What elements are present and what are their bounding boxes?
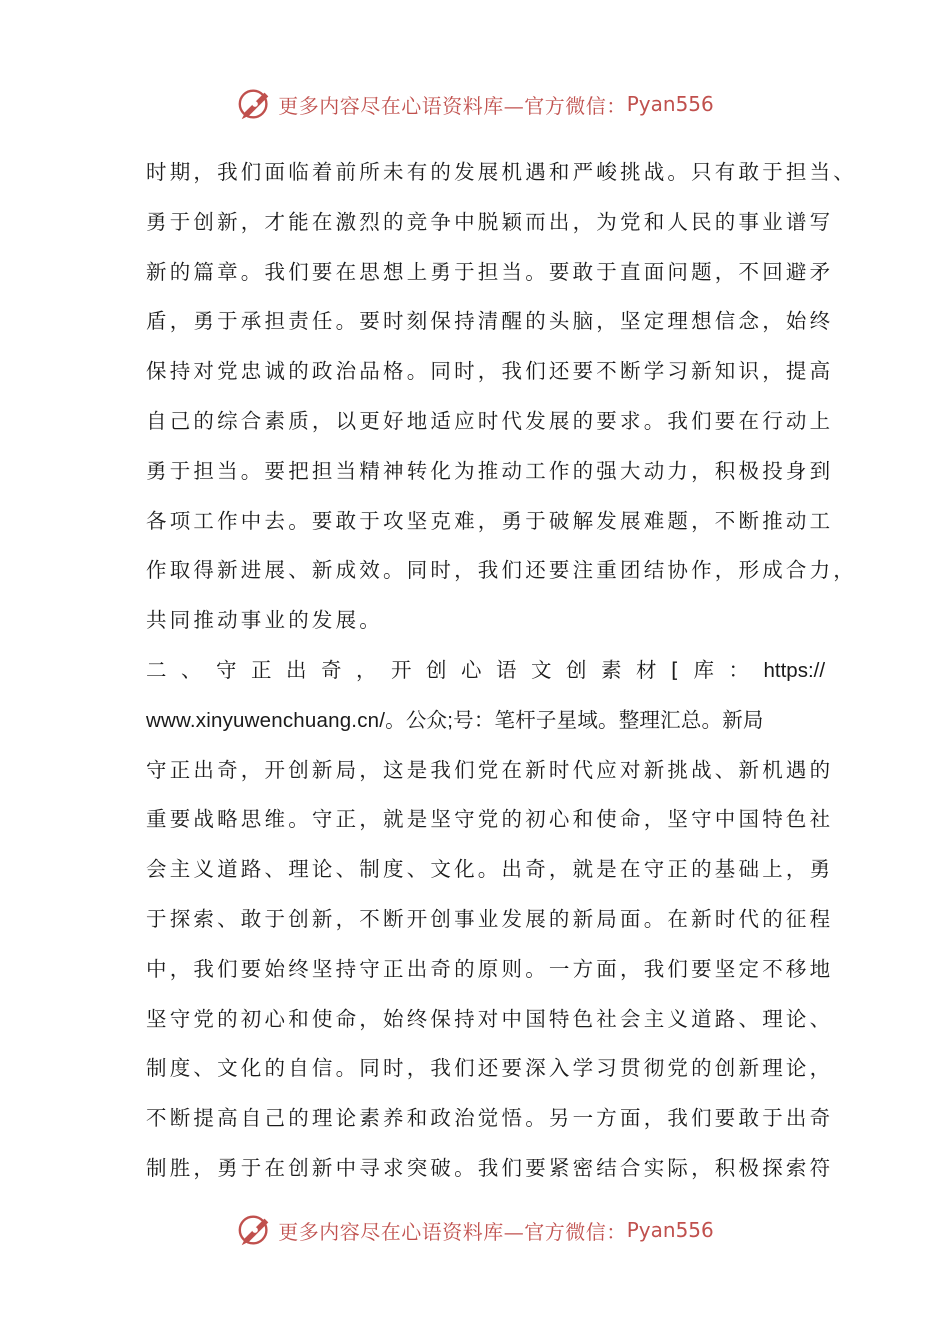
banner-wechat-id: Pyan556 xyxy=(626,92,714,116)
body-line: 重要战略思维。守正，就是坚守党的初心和使命，坚守中国特色社 xyxy=(146,807,834,832)
body-line: 各项工作中去。要敢于攻坚克难，勇于破解发展难题，不断推动工 xyxy=(146,508,834,533)
pen-logo-icon xyxy=(236,85,274,123)
body-line: 勇于创新，才能在激烈的竞争中脱颖而出，为党和人民的事业谱写 xyxy=(146,209,834,234)
banner-text: 更多内容尽在心语资料库—官方微信： xyxy=(278,1219,627,1244)
body-line: 中，我们要始终坚持守正出奇的原则。一方面，我们要坚定不移地 xyxy=(146,956,834,981)
banner-text: 更多内容尽在心语资料库—官方微信： xyxy=(278,93,627,118)
body-line: 于探索、敢于创新，不断开创事业发展的新局面。在新时代的征程 xyxy=(146,906,834,931)
body-line: 自己的综合素质，以更好地适应时代发展的要求。我们要在行动上 xyxy=(146,408,834,433)
body-line: 勇于担当。要把担当精神转化为推动工作的强大动力，积极投身到 xyxy=(146,458,834,483)
body-line: 新的篇章。我们要在思想上勇于担当。要敢于直面问题，不回避矛 xyxy=(146,259,834,284)
banner-wechat-id: Pyan556 xyxy=(626,1218,714,1242)
section-heading-url[interactable]: https:// xyxy=(763,658,826,682)
body-line: 制胜，勇于在创新中寻求突破。我们要紧密结合实际，积极探索符 xyxy=(146,1155,834,1180)
body-line: 制度、文化的自信。同时，我们还要深入学习贯彻党的创新理论， xyxy=(146,1056,834,1081)
body-line: 作取得新进展、新成效。同时，我们还要注重团结协作，形成合力， xyxy=(146,558,857,583)
body-line: 共同推动事业的发展。 xyxy=(146,608,383,633)
url-line[interactable]: www.xinyuwenchuang.cn/。公众;号：笔杆子星域。整理汇总。新局 xyxy=(146,708,764,732)
body-line: 会主义道路、理论、制度、文化。出奇，就是在守正的基础上，勇 xyxy=(146,857,834,882)
body-line: 坚守党的初心和使命，始终保持对中国特色社会主义道路、理论、 xyxy=(146,1006,834,1031)
body-line: 守正出奇，开创新局，这是我们党在新时代应对新挑战、新机遇的 xyxy=(146,757,834,782)
body-line: 不断提高自己的理论素养和政治觉悟。另一方面，我们要敢于出奇 xyxy=(146,1106,834,1131)
header-banner xyxy=(0,82,950,126)
body-line: 时期，我们面临着前所未有的发展机遇和严峻挑战。只有敢于担当、 xyxy=(146,160,857,184)
body-line: 保持对党忠诚的政治品格。同时，我们还要不断学习新知识，提高 xyxy=(146,359,834,384)
section-heading-title: 二、守正出奇，开创心语文创素材[库： xyxy=(146,657,764,682)
body-line: 盾，勇于承担责任。要时刻保持清醒的头脑，坚定理想信念，始终 xyxy=(146,309,834,334)
footer-banner xyxy=(0,1208,950,1252)
pen-logo-icon xyxy=(236,1211,274,1249)
section-heading xyxy=(146,646,826,696)
document-body xyxy=(146,148,857,1194)
